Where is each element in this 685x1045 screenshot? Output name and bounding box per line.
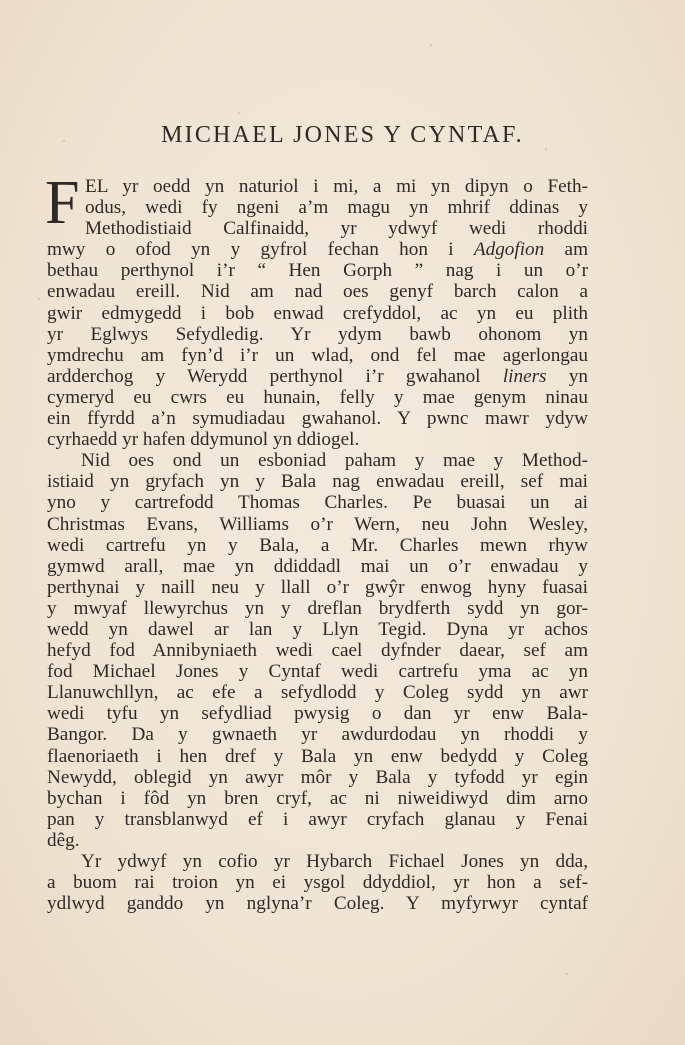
text-line: wedd yn dawel ar lan y Llyn Tegid. Dyna yr achos (47, 618, 588, 640)
text-line: dêg. (47, 829, 80, 851)
chapter-title: MICHAEL JONES Y CYNTAF. (161, 122, 524, 148)
text-line: yr Eglwys Sefydledig. Yr ydym bawb ohonom yn (47, 323, 588, 345)
text-line: pan y transblanwyd ef i awyr cryfach glanau y Fenai (47, 808, 588, 830)
text-line: fod Michael Jones y Cyntaf wedi cartrefu yma ac yn (47, 661, 588, 683)
text-line: ardderchog y Werydd perthynol i’r gwahanol liners yn (47, 365, 589, 387)
text-line: bethau perthynol i’r “ Hen Gorph ” nag i un o’r (47, 260, 588, 282)
text-line: EL yr oedd yn naturiol i mi, a mi yn dipyn o Feth- (85, 176, 588, 197)
text-line: istiaid yn gryfach yn y Bala nag enwadau ereill, sef mai (47, 471, 588, 493)
body-text (47, 176, 588, 914)
text-line: Yr ydwyf yn cofio yr Hybarch Fichael Jones yn dda, (81, 851, 588, 872)
text-line: a buom rai troion yn ei ysgol ddyddiol, yr hon a sef- (47, 872, 588, 894)
text-line: Bangor. Da y gwnaeth yr awdurdodau yn rhoddi y (47, 724, 588, 746)
text-line: Methodistiaid Calfinaidd, yr ydwyf wedi rhoddi (85, 218, 588, 240)
paper-speck (63, 140, 65, 142)
text-line: ymdrechu am fyn’d i’r un wlad, ond fel mae agerlongau (47, 344, 588, 366)
italic-word: Adgofion (473, 239, 545, 261)
text-line: Newydd, oblegid yn awyr môr y Bala y tyfodd yr egin (47, 766, 588, 788)
text-line: Nid oes ond un esboniad paham y mae y Method- (81, 450, 588, 472)
text-line: odus, wedi fy ngeni a’m magu yn mhrif ddinas y (85, 197, 588, 219)
text-line: enwadau ereill. Nid am nad oes genyf barch calon a (47, 281, 588, 303)
text-line: y mwyaf llewyrchus yn y dreflan brydferth sydd yn gor- (47, 597, 588, 619)
text-line: mwy o ofod yn y gyfrol fechan hon i Adgofion am (47, 239, 588, 261)
text-line: cyrhaedd yr hafen ddymunol yn ddiogel. (47, 429, 360, 451)
text-line: Christmas Evans, Williams o’r Wern, neu John Wesley, (47, 513, 588, 535)
text-line: hefyd fod Annibyniaeth wedi cael dyfnder daear, sef am (47, 640, 588, 662)
paper-speck (566, 973, 568, 975)
drop-cap: F (45, 169, 80, 237)
paper-speck (238, 112, 240, 114)
text-line: perthynai y naill neu y llall o’r gwŷr enwog hyny fuasai (47, 576, 588, 598)
paper-speck (38, 298, 40, 300)
text-line: yno y cartrefodd Thomas Charles. Pe buasai un ai (47, 492, 588, 514)
text-line: bychan i fôd yn bren cryf, ac ni niweidiwyd dim arno (47, 787, 588, 809)
text-line: ydlwyd ganddo yn nglyna’r Coleg. Y myfyrwyr cyntaf (47, 893, 588, 915)
text-line: gymwd arall, mae yn ddiddadl mai un o’r enwadau y (47, 555, 588, 577)
paper-speck (545, 148, 547, 150)
text-line: cymeryd eu cwrs eu hunain, felly y mae genym ninau (47, 386, 588, 408)
paper-speck (430, 44, 432, 46)
text-line: wedi tyfu yn sefydliad pwysig o dan yr enw Bala- (47, 703, 588, 725)
text-line: ein ffyrdd a’n symudiadau gwahanol. Y pwnc mawr ydyw (47, 408, 588, 430)
text-line: wedi cartrefu yn y Bala, a Mr. Charles mewn rhyw (47, 534, 588, 556)
text-line: Llanuwchllyn, ac efe a sefydlodd y Coleg sydd yn awr (47, 682, 588, 704)
text-line: flaenoriaeth i hen dref y Bala yn enw bedydd y Coleg (47, 745, 588, 767)
text-line: gwir edmygedd i bob enwad crefyddol, ac yn eu plith (47, 302, 588, 324)
italic-word: liners (502, 365, 547, 387)
